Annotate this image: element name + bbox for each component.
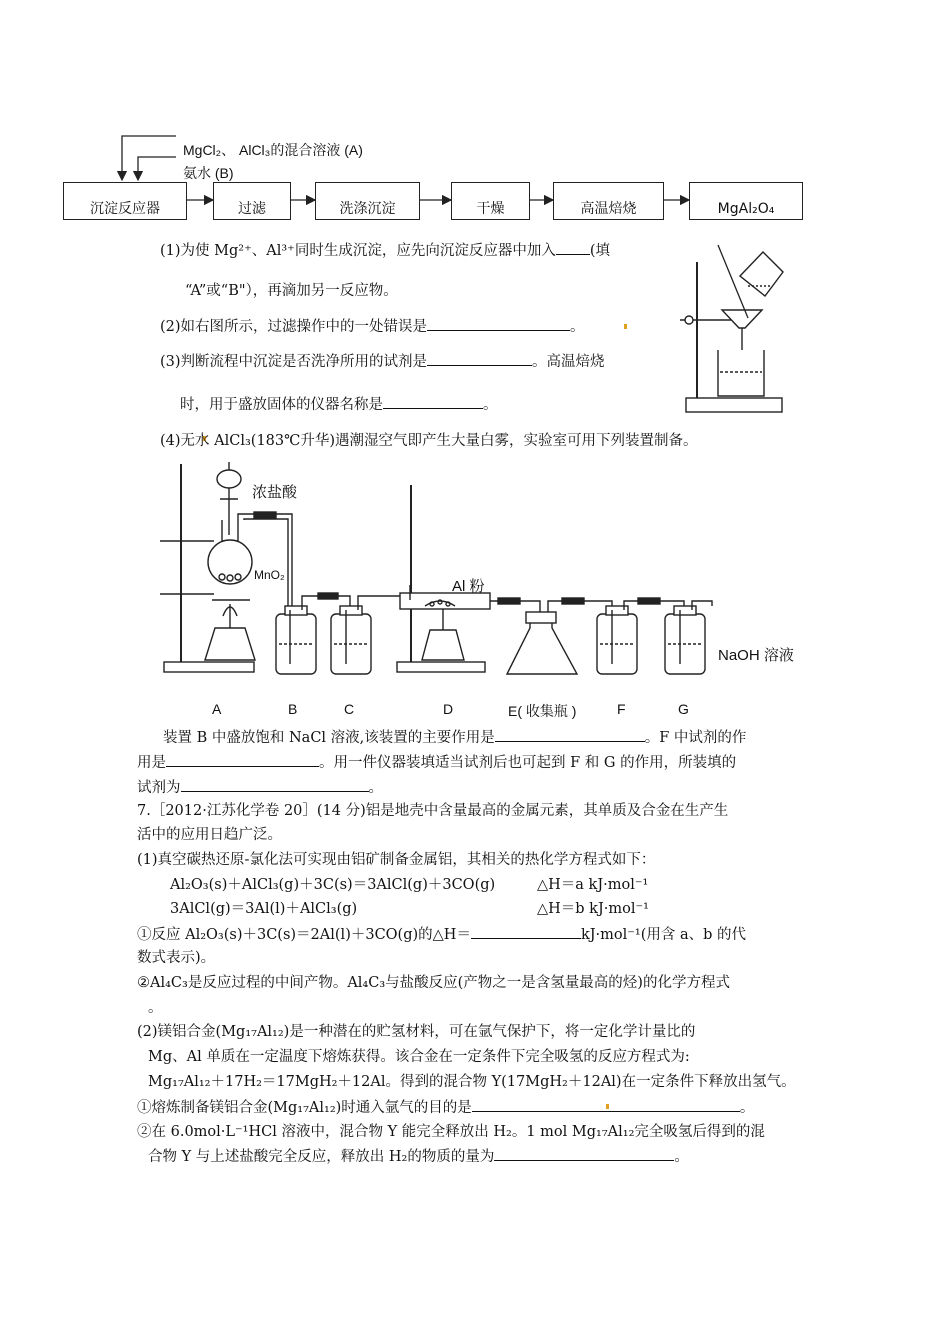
q3-text-b: 。高温焙烧	[532, 354, 605, 370]
equation-1: Al₂O₃(s)＋AlCl₃(g)＋3C(s)＝3AlCl(g)＋3CO(g)	[170, 877, 496, 893]
step-dry: 干燥	[451, 182, 530, 220]
step-precipitation-reactor: 沉淀反应器	[63, 182, 187, 220]
step-calcination: 高温焙烧	[553, 182, 664, 220]
q3-text-c: 时，用于盛放固体的仪器名称是	[180, 397, 383, 413]
q4-line3	[137, 777, 383, 798]
q7-sub2-line2: 。	[148, 1000, 163, 1016]
q7-sub3-line	[137, 1097, 754, 1118]
q4-text-e: 试剂为	[137, 780, 181, 796]
q7-sub4-line1: ②在 6.0mol·L⁻¹HCl 溶液中，混合物 Y 能完全释放出 H₂。1 mol Mg₁₇Al₁₂完全吸氢后得到的混	[137, 1124, 765, 1140]
q4-text-d: 。用一件仪器装填适当试剂后也可起到 F 和 G 的作用，所装填的	[319, 755, 737, 771]
q7-sub1-text-b: kJ·mol⁻¹(用含 a、b 的代	[580, 927, 747, 943]
step-filtration: 过滤	[213, 182, 291, 220]
q1-text: (1)为使 Mg²⁺、Al³⁺同时生成沉淀，应先向沉淀反应器中加入	[160, 243, 556, 259]
q7-sub3-text: ①熔炼制备镁铝合金(Mg₁₇Al₁₂)时通入氩气的目的是	[137, 1100, 472, 1116]
label-f: F	[617, 701, 626, 717]
q7-title: 7.［2012·江苏化学卷 20］(14 分)铝是地壳中含量最高的金属元素，其单质及合金在生产生	[137, 803, 729, 819]
q7-title-cont: 活中的应用日趋广泛。	[137, 827, 282, 843]
q4-text-f: 。	[368, 780, 383, 796]
q7-sub4-end: 。	[674, 1149, 689, 1165]
reagent-a-label: MgCl₂、 AlCl₃的混合溶液 (A)	[183, 142, 363, 158]
q7-part2-line3: Mg₁₇Al₁₂＋17H₂＝17MgH₂＋12Al。得到的混合物 Y(17MgH₂＋12Al)在一定条件下释放出氢气。	[148, 1074, 796, 1090]
equation-2-enthalpy: △H＝b kJ·mol⁻¹	[537, 901, 649, 917]
label-b: B	[288, 701, 298, 717]
label-a: A	[212, 701, 222, 717]
q4-blank-reagent[interactable]	[181, 777, 369, 792]
q4-text-c: 用是	[137, 755, 166, 771]
q4-line2	[137, 752, 736, 773]
q4-intro: (4)无水 AlCl₃(183℃升华)遇潮湿空气即产生大量白雾，实验室可用下列装置制备。	[160, 433, 698, 449]
label-g: G	[678, 701, 689, 717]
al-powder-label: Al 粉	[452, 578, 485, 595]
q7-sub4-line2	[148, 1146, 689, 1167]
q7-sub1-line1	[137, 924, 746, 945]
equation-2: 3AlCl(g)＝3Al(l)＋AlCl₃(g)	[170, 901, 358, 917]
step-wash: 洗涤沉淀	[315, 182, 420, 220]
reagent-b-label: 氨水 (B)	[183, 165, 234, 181]
q2-end: 。	[570, 319, 585, 335]
equation-1-enthalpy: △H＝a kJ·mol⁻¹	[537, 877, 649, 893]
q4-text-a: 装置 B 中盛放饱和 NaCl 溶液,该装置的主要作用是	[163, 730, 495, 746]
q7-sub4-blank[interactable]	[494, 1146, 674, 1161]
label-e: E( 收集瓶 )	[508, 703, 577, 719]
q7-part2-line2: Mg、Al 单质在一定温度下熔炼获得。该合金在一定条件下完全吸氢的反应方程式为:	[148, 1049, 690, 1065]
q1-line2: “A”或“B"），再滴加另一反应物。	[185, 283, 398, 299]
q7-sub2-line1: ②Al₄C₃是反应过程的中间产物。Al₄C₃与盐酸反应(产物之一是含氢量最高的烃)的化学方程式	[137, 975, 730, 991]
mno2-label: MnO₂	[254, 568, 285, 582]
q7-part1-intro: (1)真空碳热还原-氯化法可实现由铝矿制备金属铝，其相关的热化学方程式如下：	[137, 852, 656, 868]
label-c: C	[344, 701, 355, 717]
q2-text: (2)如右图所示，过滤操作中的一处错误是	[160, 319, 428, 335]
q7-sub1-text: ①反应 Al₂O₃(s)＋3C(s)＝2Al(l)＋3CO(g)的△H＝	[137, 927, 471, 943]
step-product: MgAl₂O₄	[689, 182, 803, 220]
label-d: D	[443, 701, 454, 717]
q7-sub3-blank[interactable]	[472, 1097, 740, 1112]
naoh-label: NaOH 溶液	[718, 647, 794, 664]
q7-part2-line1: (2)镁铝合金(Mg₁₇Al₁₂)是一种潜在的贮氢材料，可在氩气保护下，将一定化学计量比的	[137, 1024, 696, 1040]
q7-sub1-line2: 数式表示)。	[137, 950, 216, 966]
q4-blank-f-function[interactable]	[166, 752, 319, 767]
q4-text-b: 。F 中试剂的作	[644, 730, 747, 746]
q1-fill-hint: (填	[589, 243, 610, 259]
conc-hcl-label: 浓盐酸	[252, 484, 298, 501]
q3-text: (3)判断流程中沉淀是否洗净所用的试剂是	[160, 354, 428, 370]
q7-sub3-end: 。	[739, 1100, 755, 1116]
q4-blank-b-function[interactable]	[495, 727, 645, 742]
q3-end: 。	[483, 397, 498, 413]
q4-line1	[163, 727, 746, 748]
q7-sub4-text: 合物 Y 与上述盐酸完全反应，释放出 H₂的物质的量为	[148, 1149, 495, 1165]
q7-sub1-blank[interactable]	[471, 924, 581, 939]
